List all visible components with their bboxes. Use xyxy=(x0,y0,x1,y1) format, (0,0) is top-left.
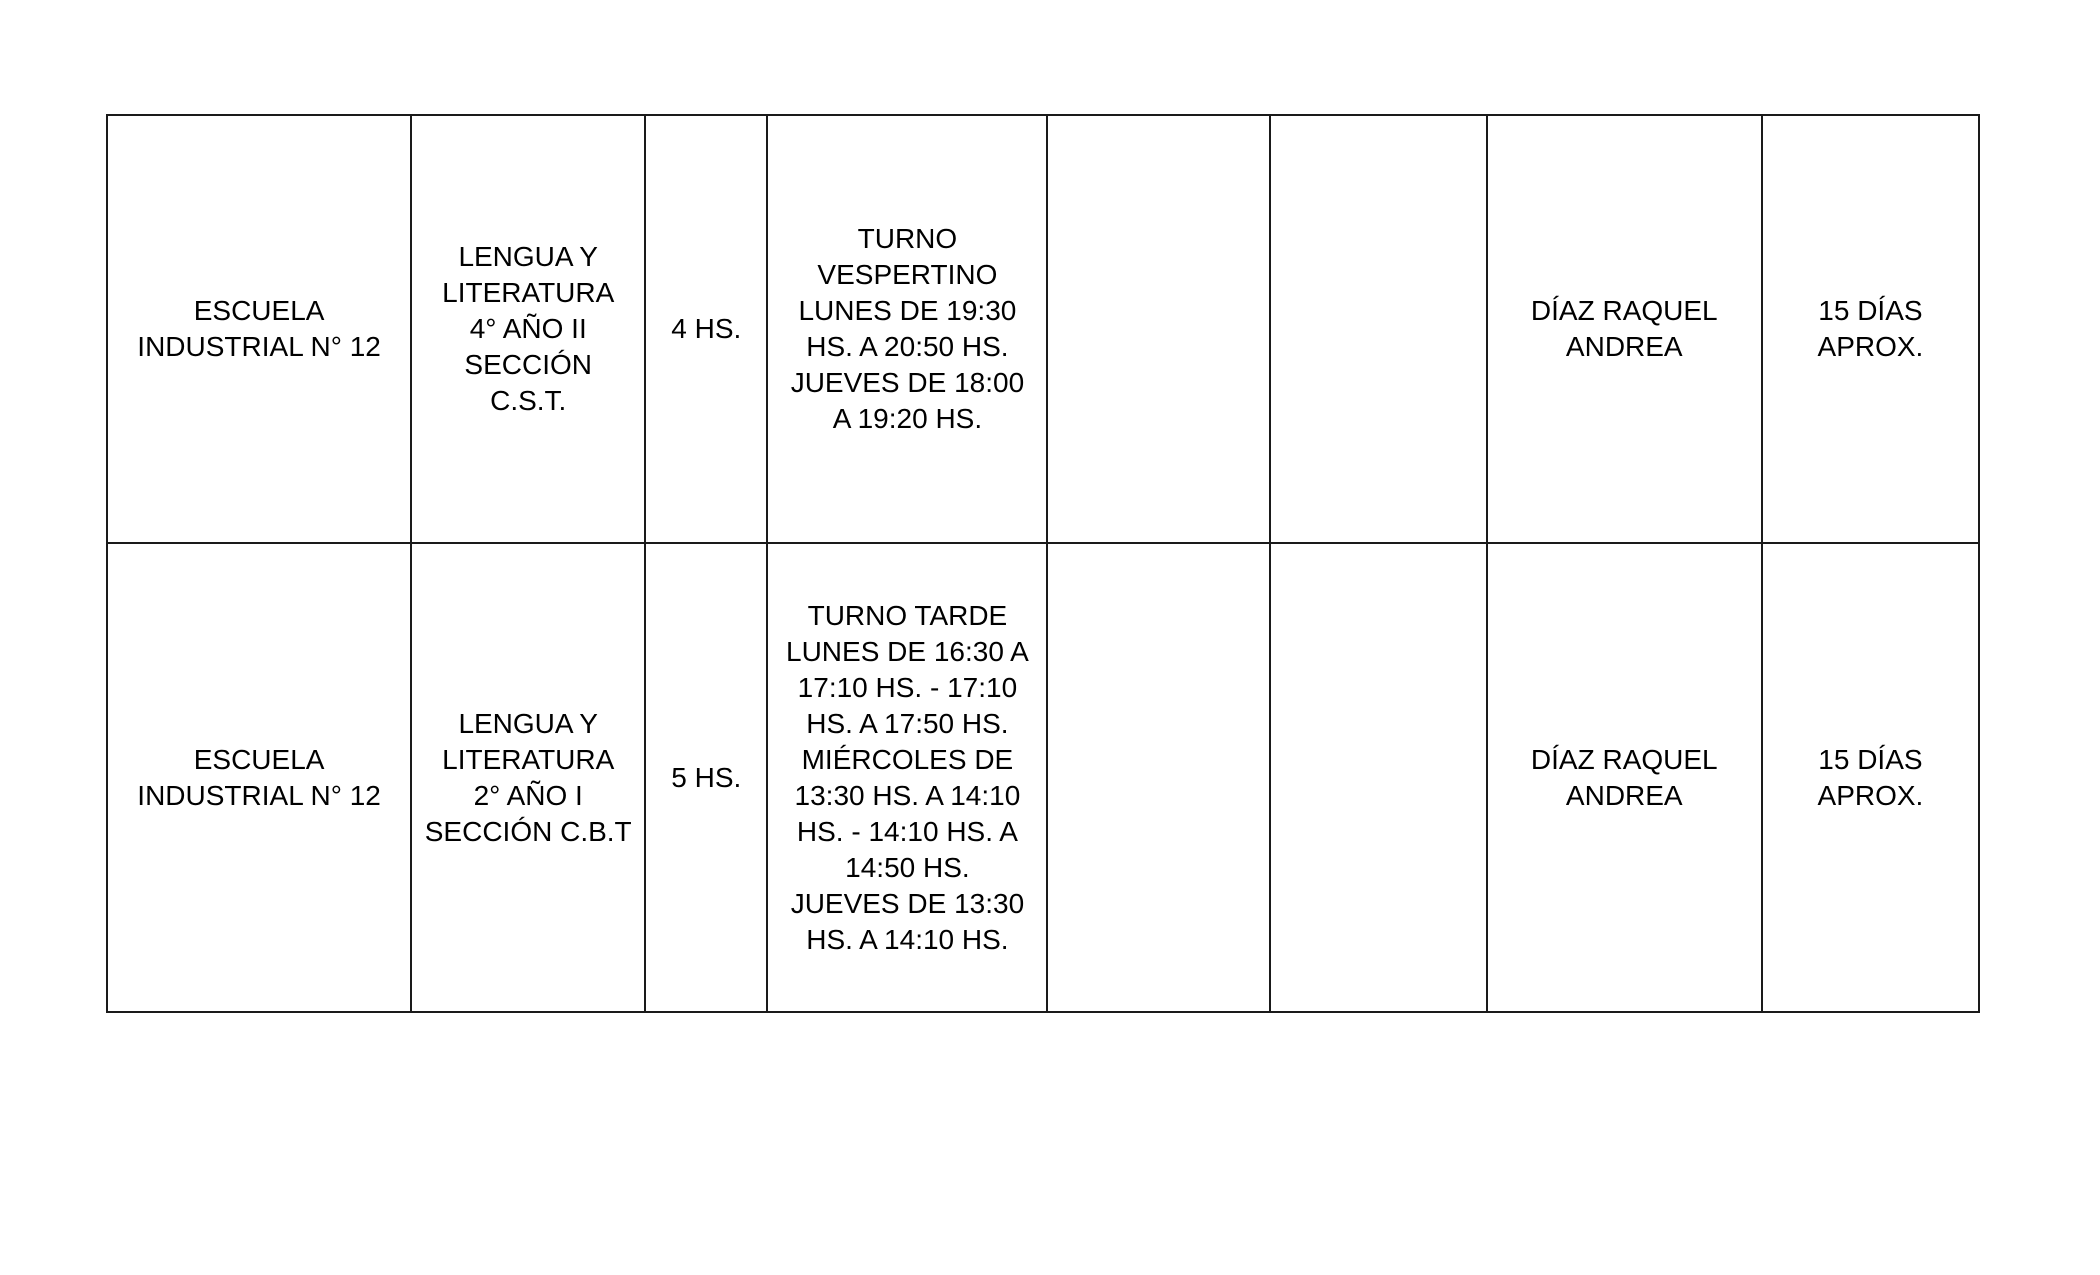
duration-text: 15 DÍAS APROX. xyxy=(1817,743,1924,811)
schedule-cell xyxy=(767,115,1047,543)
schedule-cell xyxy=(767,543,1047,1012)
teacher-cell xyxy=(1487,115,1762,543)
hours-text: 5 HS. xyxy=(671,761,742,793)
duration-text: 15 DÍAS APROX. xyxy=(1817,295,1924,362)
subject-text: LENGUA Y LITERATURA 2° AÑO I SECCIÓN C.B.T xyxy=(424,707,632,847)
empty-cell xyxy=(1047,115,1269,543)
schedule-text: TURNO VESPERTINO LUNES DE 19:30 HS. A 20:50 HS. JUEVES DE 18:00 A 19:20 HS. xyxy=(790,223,1025,434)
schedule-text: TURNO TARDE LUNES DE 16:30 A 17:10 HS. - 17:10 HS. A 17:50 HS. MIÉRCOLES DE 13:30 HS. A 14:10 HS. - 14:10 HS. A 14:50 HS. JUEVES DE 13:30 HS. A 14:10 HS. xyxy=(786,599,1029,955)
subject-cell xyxy=(411,115,645,543)
hours-cell xyxy=(645,115,767,543)
hours-text: 4 HS. xyxy=(671,313,742,344)
teacher-name: DÍAZ RAQUEL ANDREA xyxy=(1530,743,1718,811)
vacancy-table xyxy=(106,114,1980,1013)
school-name: ESCUELA INDUSTRIAL N° 12 xyxy=(137,295,381,362)
empty-cell xyxy=(1047,543,1269,1012)
subject-text: LENGUA Y LITERATURA 4° AÑO II SECCIÓN C.S.T. xyxy=(442,241,615,416)
subject-cell xyxy=(411,543,645,1012)
hours-cell xyxy=(645,543,767,1012)
duration-cell xyxy=(1762,115,1979,543)
teacher-cell xyxy=(1487,543,1762,1012)
school-name: ESCUELA INDUSTRIAL N° 12 xyxy=(137,743,381,811)
school-cell xyxy=(107,115,411,543)
empty-cell xyxy=(1270,115,1487,543)
teacher-name: DÍAZ RAQUEL ANDREA xyxy=(1530,295,1718,362)
empty-cell xyxy=(1270,543,1487,1012)
table-row xyxy=(107,543,1979,1012)
table-row xyxy=(107,115,1979,543)
duration-cell xyxy=(1762,543,1979,1012)
school-cell xyxy=(107,543,411,1012)
